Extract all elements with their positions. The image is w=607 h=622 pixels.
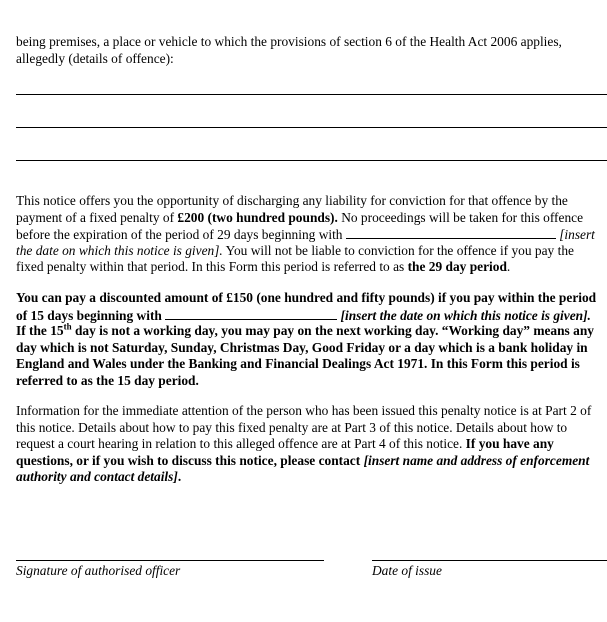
date-of-issue-label: Date of issue bbox=[372, 563, 442, 578]
29-day-period-term: the 29 day period bbox=[407, 259, 507, 274]
discount-date-blank[interactable] bbox=[165, 307, 337, 320]
officer-signature-label: Signature of authorised officer bbox=[16, 563, 181, 578]
paragraph-line: day which is not Saturday, Sunday, Christmas Day, Good Friday or a day which is a bank holiday in bbox=[16, 339, 588, 355]
paragraph-line: This notice offers you the opportunity of discharging any liability for conviction for that offence by the bbox=[16, 193, 568, 208]
paragraph-line: If the 15th day is not a working day, you may pay on the next working day. “Working day” means any bbox=[16, 321, 594, 338]
paragraph-line: this notice. Details about how to pay this fixed penalty are at Part 3 of this notice. Details about how to bbox=[16, 419, 568, 435]
offence-details-line[interactable] bbox=[16, 127, 607, 128]
offence-details-line[interactable] bbox=[16, 160, 607, 161]
discount-paragraph bbox=[16, 290, 607, 389]
paragraph-line: the date on which this notice is given]. You will not be liable to conviction for the offence if you pay the bbox=[16, 242, 574, 258]
intro-paragraph bbox=[16, 34, 607, 67]
paragraph-line: questions, or if you wish to discuss this notice, please contact [insert name and address of enforcement bbox=[16, 452, 590, 468]
paragraph-line: payment of a fixed penalty of £200 (two hundred pounds). No proceedings will be taken for this offence bbox=[16, 209, 584, 225]
fixed-penalty-paragraph bbox=[16, 193, 607, 276]
paragraph-line: request a court hearing in relation to this alleged offence are at Part 4 of this notice. If you have any bbox=[16, 436, 554, 451]
offence-details-line[interactable] bbox=[16, 94, 607, 95]
paragraph-line: referred to as the 15 day period. bbox=[16, 372, 199, 388]
officer-signature-line[interactable] bbox=[16, 560, 324, 561]
date-of-issue-line[interactable] bbox=[372, 560, 607, 561]
intro-line: allegedly (details of offence): bbox=[16, 50, 174, 66]
paragraph-line: before the expiration of the period of 29 days beginning with [insert bbox=[16, 227, 595, 242]
paragraph-line: authority and contact details]. bbox=[16, 469, 182, 484]
paragraph-line: You can pay a discounted amount of £150 (one hundred and fifty pounds) if you pay within the period bbox=[16, 290, 597, 305]
information-paragraph bbox=[16, 403, 607, 486]
date-given-blank[interactable] bbox=[346, 226, 556, 239]
paragraph-line: fixed penalty within that period. In this Form this period is referred to as the 29 day period. bbox=[16, 259, 511, 274]
paragraph-line: England and Wales under the Banking and Financial Dealings Act 1971. In this Form this period is bbox=[16, 356, 580, 371]
fixed-penalty-amount: £200 (two hundred pounds). bbox=[177, 209, 338, 225]
intro-line: being premises, a place or vehicle to which the provisions of section 6 of the Health Act 2006 applies, bbox=[16, 34, 562, 49]
paragraph-line: of 15 days beginning with [insert the date on which this notice is given]. bbox=[16, 307, 591, 323]
paragraph-line: Information for the immediate attention of the person who has been issued this penalty notice is at Part 2 of bbox=[16, 403, 592, 418]
